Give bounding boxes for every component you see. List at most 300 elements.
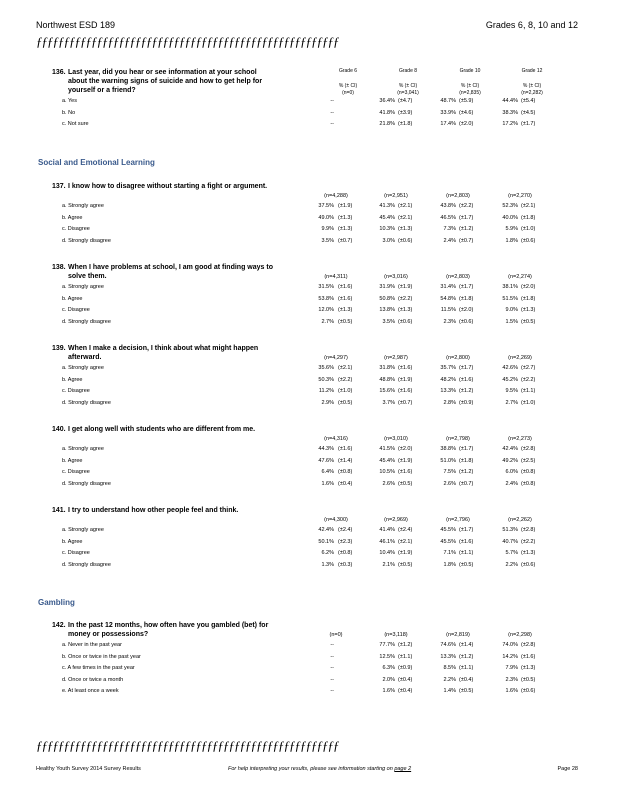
confidence-interval: (±1.1) [521, 388, 536, 394]
confidence-interval: (±2.5) [521, 457, 536, 464]
confidence-interval: (±1.7) [521, 121, 536, 127]
table-row [0, 109, 618, 119]
percent-value: 6.2% [321, 550, 334, 556]
percent-value: 2.7% [321, 318, 334, 325]
confidence-interval: (±1.6) [338, 284, 353, 290]
confidence-interval: (±0.7) [398, 399, 413, 406]
confidence-interval: (±2.2) [398, 295, 413, 302]
confidence-interval: (±2.4) [338, 527, 353, 533]
percent-value: 38.8% [440, 446, 456, 452]
percent-value: 50.1% [318, 538, 334, 545]
percent-value: 11.2% [318, 388, 334, 394]
confidence-interval: (±1.0) [521, 226, 536, 232]
percent-value: 54.8% [440, 295, 456, 302]
confidence-interval: (±1.7) [459, 446, 474, 452]
confidence-interval: (±1.2) [459, 388, 474, 394]
confidence-interval: (±1.6) [398, 388, 413, 394]
percent-value: 2.9% [321, 399, 334, 406]
confidence-interval: (±1.3) [338, 226, 353, 232]
response-label: c. Not sure [62, 121, 89, 127]
table-row [0, 387, 618, 397]
col-grade: Grade 12 [521, 68, 543, 74]
percent-value: 36.4% [379, 98, 395, 104]
percent-value: 46.5% [440, 214, 456, 221]
percent-value: 41.8% [379, 109, 395, 116]
percent-value: 1.8% [505, 237, 518, 244]
response-label: b. Agree [62, 538, 83, 545]
table-row [0, 97, 618, 107]
percent-value: 41.3% [379, 203, 395, 209]
confidence-interval: (±1.6) [398, 365, 413, 371]
confidence-interval: (±2.0) [459, 307, 474, 313]
percent-value: 2.0% [382, 676, 395, 683]
confidence-interval: (±1.3) [398, 307, 413, 313]
sample-size: (n=2,803) [446, 193, 470, 199]
confidence-interval: (±5.4) [521, 98, 536, 104]
question-136 [52, 68, 277, 95]
table-row [0, 376, 618, 386]
percent-value: 9.9% [321, 226, 334, 232]
percent-value: -- [330, 676, 334, 683]
confidence-interval: (±0.6) [459, 318, 474, 325]
confidence-interval: (±1.6) [459, 376, 474, 383]
percent-value: 7.5% [443, 469, 456, 475]
confidence-interval: (±1.0) [521, 399, 536, 406]
header-region: Northwest ESD 189 [36, 20, 116, 30]
confidence-interval: (±1.3) [338, 214, 353, 221]
sample-size-row [0, 274, 618, 282]
response-label: d. Once or twice a month [62, 676, 124, 683]
table-row [0, 364, 618, 374]
sample-size: (n=2,298) [508, 632, 532, 638]
confidence-interval: (±4.7) [398, 98, 413, 104]
confidence-interval: (±1.9) [398, 550, 413, 556]
percent-value: 44.4% [502, 98, 518, 104]
percent-value: 51.0% [440, 457, 456, 464]
percent-value: 12.0% [318, 307, 334, 313]
percent-value: 53.8% [318, 295, 334, 302]
table-row [0, 445, 618, 455]
footer-page-link[interactable]: page 2 [394, 766, 412, 772]
confidence-interval: (±1.3) [398, 226, 413, 232]
question-140 [52, 425, 277, 434]
response-label: b. Agree [62, 457, 83, 464]
sample-size: (n=4,311) [324, 274, 348, 280]
confidence-interval: (±0.4) [398, 688, 413, 694]
confidence-interval: (±0.4) [459, 676, 474, 683]
percent-value: 35.7% [440, 365, 456, 371]
response-label: c. Disagree [62, 469, 90, 475]
confidence-interval: (±1.2) [459, 469, 474, 475]
percent-value: -- [330, 98, 334, 104]
confidence-interval: (±1.3) [521, 665, 536, 671]
percent-value: -- [330, 642, 334, 648]
col-header-grade10 [440, 68, 500, 97]
response-label: d. Strongly disagree [62, 399, 111, 406]
response-label: a. Strongly agree [62, 527, 104, 533]
top-decorative-rule: ƒƒƒƒƒƒƒƒƒƒƒƒƒƒƒƒƒƒƒƒƒƒƒƒƒƒƒƒƒƒƒƒƒƒƒƒƒƒƒƒƒƒƒƒƒƒƒƒƒƒƒƒƒƒƒ [36, 34, 339, 49]
table-row [0, 538, 618, 548]
table-row [0, 664, 618, 674]
percent-value: 3.5% [382, 318, 395, 325]
confidence-interval: (±0.8) [338, 550, 353, 556]
confidence-interval: (±0.5) [459, 561, 474, 568]
percent-value: 45.5% [440, 538, 456, 545]
response-label: c. A few times in the past year [62, 665, 135, 671]
sample-size: (n=3,010) [384, 436, 408, 442]
confidence-interval: (±0.7) [338, 237, 353, 244]
table-row [0, 318, 618, 328]
percent-value: 2.6% [382, 480, 395, 487]
sample-size: (n=2,969) [384, 517, 408, 523]
sample-size-row [0, 436, 618, 444]
col-header-grade8 [378, 68, 438, 97]
sample-size: (n=2,951) [384, 193, 408, 199]
confidence-interval: (±4.5) [521, 109, 536, 116]
table-row [0, 561, 618, 571]
confidence-interval: (±1.9) [398, 284, 413, 290]
question-text: I know how to disagree without starting a fight or argument. [68, 183, 268, 190]
response-label: b. Agree [62, 376, 83, 383]
sample-size: (n=2,819) [446, 632, 470, 638]
percent-value: 17.4% [440, 121, 456, 127]
confidence-interval: (±0.5) [398, 480, 413, 487]
percent-value: 42.4% [318, 527, 334, 533]
confidence-interval: (±4.6) [459, 109, 474, 116]
question-text: When I have problems at school, I am good at finding ways to solve them. [68, 264, 273, 280]
sample-size: (n=4,288) [324, 193, 348, 199]
confidence-interval: (±1.4) [459, 642, 474, 648]
percent-value: 41.4% [379, 527, 395, 533]
confidence-interval: (±0.5) [338, 399, 353, 406]
percent-value: 51.3% [502, 527, 518, 533]
percent-value: 2.2% [443, 676, 456, 683]
col-n: (n=2,835) [459, 90, 481, 96]
sample-size: (n=0) [329, 632, 343, 638]
confidence-interval: (±1.9) [338, 203, 353, 209]
percent-value: 12.5% [379, 653, 395, 660]
percent-value: 42.4% [502, 446, 518, 452]
confidence-interval: (±1.3) [338, 307, 353, 313]
confidence-interval: (±1.6) [521, 653, 536, 660]
percent-value: 21.8% [379, 121, 395, 127]
percent-value: 1.3% [321, 561, 334, 568]
confidence-interval: (±0.7) [459, 480, 474, 487]
response-label: a. Strongly agree [62, 365, 104, 371]
table-row [0, 295, 618, 305]
confidence-interval: (±1.1) [398, 653, 413, 660]
question-number: 141. [52, 507, 66, 514]
percent-value: 2.2% [505, 561, 518, 568]
table-row [0, 202, 618, 212]
percent-value: 10.4% [379, 550, 395, 556]
table-row [0, 526, 618, 536]
percent-value: 10.3% [379, 226, 395, 232]
sample-size: (n=4,316) [324, 436, 348, 442]
percent-value: 31.9% [379, 284, 395, 290]
confidence-interval: (±2.3) [338, 538, 353, 545]
percent-value: 50.3% [318, 376, 334, 383]
percent-value: 5.9% [505, 226, 518, 232]
confidence-interval: (±0.4) [338, 480, 353, 487]
confidence-interval: (±0.8) [521, 480, 536, 487]
confidence-interval: (±1.9) [398, 457, 413, 464]
confidence-interval: (±2.2) [459, 203, 474, 209]
confidence-interval: (±0.6) [521, 237, 536, 244]
sample-size-row [0, 193, 618, 201]
sample-size: (n=3,118) [384, 632, 408, 638]
response-label: b. Agree [62, 295, 83, 302]
response-label: c. Disagree [62, 307, 90, 313]
col-unit: % (± CI) [338, 83, 358, 89]
sample-size-row [0, 632, 618, 640]
confidence-interval: (±1.8) [521, 214, 536, 221]
confidence-interval: (±2.2) [521, 376, 536, 383]
confidence-interval: (±1.1) [459, 665, 474, 671]
confidence-interval: (±0.4) [398, 676, 413, 683]
percent-value: 15.6% [379, 388, 395, 394]
col-n: (n=0) [342, 90, 354, 96]
confidence-interval: (±2.1) [398, 214, 413, 221]
confidence-interval: (±2.0) [398, 446, 413, 452]
confidence-interval: (±1.2) [398, 642, 413, 648]
percent-value: 45.5% [440, 527, 456, 533]
question-number: 139. [52, 345, 66, 352]
sample-size: (n=2,803) [446, 274, 470, 280]
confidence-interval: (±0.6) [398, 237, 413, 244]
confidence-interval: (±0.5) [338, 318, 353, 325]
percent-value: 46.1% [379, 538, 395, 545]
table-row [0, 214, 618, 224]
percent-value: -- [330, 121, 334, 127]
confidence-interval: (±1.2) [459, 226, 474, 232]
percent-value: 3.0% [382, 237, 395, 244]
confidence-interval: (±0.6) [521, 688, 536, 694]
percent-value: 31.4% [440, 284, 456, 290]
percent-value: 13.8% [379, 307, 395, 313]
confidence-interval: (±1.2) [459, 653, 474, 660]
sample-size: (n=2,798) [446, 436, 470, 442]
confidence-interval: (±0.5) [521, 676, 536, 683]
table-row [0, 549, 618, 559]
percent-value: 44.3% [318, 446, 334, 452]
percent-value: 7.9% [505, 665, 518, 671]
confidence-interval: (±1.8) [521, 295, 536, 302]
percent-value: 2.6% [443, 480, 456, 487]
percent-value: 48.2% [440, 376, 456, 383]
sample-size: (n=2,987) [384, 355, 408, 361]
col-header-grade12 [502, 68, 562, 97]
percent-value: 47.6% [318, 457, 334, 464]
percent-value: 45.2% [502, 376, 518, 383]
percent-value: 11.5% [440, 307, 456, 313]
percent-value: 41.5% [379, 446, 395, 452]
table-row [0, 306, 618, 316]
confidence-interval: (±2.8) [521, 446, 536, 452]
question-number: 142. [52, 622, 66, 629]
confidence-interval: (±2.1) [338, 365, 353, 371]
percent-value: 8.5% [443, 665, 456, 671]
percent-value: 1.8% [443, 561, 456, 568]
percent-value: 3.7% [382, 399, 395, 406]
confidence-interval: (±1.3) [521, 550, 536, 556]
percent-value: -- [330, 688, 334, 694]
confidence-interval: (±1.4) [338, 457, 353, 464]
percent-value: 6.0% [505, 469, 518, 475]
percent-value: 3.5% [321, 237, 334, 244]
table-row [0, 653, 618, 663]
percent-value: 2.8% [443, 399, 456, 406]
footer-help-text: For help interpreting your results, please see information starting on [228, 766, 393, 772]
confidence-interval: (±2.4) [398, 527, 413, 533]
confidence-interval: (±1.7) [459, 527, 474, 533]
sample-size: (n=4,300) [324, 517, 348, 523]
question-text: When I make a decision, I think about what might happen afterward. [68, 345, 259, 361]
response-label: a. Strongly agree [62, 284, 104, 290]
table-row [0, 468, 618, 478]
confidence-interval: (±2.2) [521, 538, 536, 545]
confidence-interval: (±2.0) [521, 284, 536, 290]
percent-value: 1.4% [443, 688, 456, 694]
footer-survey-title: Healthy Youth Survey 2014 Survey Results [36, 766, 141, 772]
response-label: d. Strongly disagree [62, 237, 111, 244]
confidence-interval: (±1.8) [459, 295, 474, 302]
confidence-interval: (±0.8) [338, 469, 353, 475]
table-row [0, 687, 618, 697]
table-row [0, 399, 618, 409]
percent-value: 74.6% [440, 642, 456, 648]
question-number: 137. [52, 183, 66, 190]
percent-value: 77.7% [379, 642, 395, 648]
confidence-interval: (±0.9) [398, 665, 413, 671]
percent-value: 50.8% [379, 295, 395, 302]
col-unit: % (± CI) [460, 83, 480, 89]
percent-value: 1.5% [505, 318, 518, 325]
confidence-interval: (±1.7) [459, 365, 474, 371]
response-label: a. Never in the past year [62, 642, 122, 648]
table-row [0, 225, 618, 235]
percent-value: 40.7% [502, 538, 518, 545]
percent-value: 2.3% [443, 318, 456, 325]
table-row [0, 641, 618, 651]
response-label: b. No [62, 109, 76, 116]
confidence-interval: (±1.9) [398, 376, 413, 383]
bottom-decorative-rule: ƒƒƒƒƒƒƒƒƒƒƒƒƒƒƒƒƒƒƒƒƒƒƒƒƒƒƒƒƒƒƒƒƒƒƒƒƒƒƒƒƒƒƒƒƒƒƒƒƒƒƒƒƒƒƒ [36, 738, 339, 753]
footer-help-note [228, 766, 411, 772]
response-label: c. Disagree [62, 388, 90, 394]
percent-value: 14.2% [502, 653, 518, 660]
response-label: a. Yes [62, 98, 77, 104]
confidence-interval: (±0.9) [459, 399, 474, 406]
percent-value: 49.2% [502, 457, 518, 464]
col-n: (n=3,041) [397, 90, 419, 96]
response-label: c. Disagree [62, 226, 90, 232]
percent-value: 1.6% [321, 480, 334, 487]
percent-value: 13.3% [440, 388, 456, 394]
confidence-interval: (±2.8) [521, 527, 536, 533]
confidence-interval: (±0.5) [521, 318, 536, 325]
percent-value: 31.8% [379, 365, 395, 371]
percent-value: 10.5% [379, 469, 395, 475]
confidence-interval: (±1.7) [459, 284, 474, 290]
sample-size-row [0, 517, 618, 525]
col-unit: % (± CI) [522, 83, 542, 89]
percent-value: 45.4% [379, 214, 395, 221]
confidence-interval: (±0.6) [521, 561, 536, 568]
percent-value: 7.3% [443, 226, 456, 232]
percent-value: 31.5% [318, 284, 334, 290]
question-text: I get along well with students who are different from me. [68, 426, 256, 433]
confidence-interval: (±1.1) [459, 550, 474, 556]
confidence-interval: (±2.2) [338, 376, 353, 383]
percent-value: 49.0% [318, 214, 334, 221]
confidence-interval: (±1.6) [338, 446, 353, 452]
response-label: c. Disagree [62, 550, 90, 556]
col-unit: % (± CI) [398, 83, 418, 89]
percent-value: 48.7% [440, 98, 456, 104]
sample-size: (n=2,270) [508, 193, 532, 199]
confidence-interval: (±5.9) [459, 98, 474, 104]
percent-value: 5.7% [505, 550, 518, 556]
percent-value: 42.6% [502, 365, 518, 371]
confidence-interval: (±3.9) [398, 109, 413, 116]
table-row [0, 283, 618, 293]
section-title-social-emotional: Social and Emotional Learning [38, 158, 155, 167]
percent-value: 33.9% [440, 109, 456, 116]
percent-value: 38.1% [502, 284, 518, 290]
percent-value: 35.6% [318, 365, 334, 371]
sample-size: (n=2,262) [508, 517, 532, 523]
percent-value: 48.8% [379, 376, 395, 383]
response-label: a. Strongly agree [62, 203, 104, 209]
col-n: (n=2,282) [521, 90, 543, 96]
question-number: 138. [52, 264, 66, 271]
response-label: d. Strongly disagree [62, 561, 111, 568]
question-text: In the past 12 months, how often have you gambled (bet) for money or possessions? [68, 622, 269, 638]
confidence-interval: (±1.6) [398, 469, 413, 475]
confidence-interval: (±1.3) [521, 307, 536, 313]
percent-value: -- [330, 653, 334, 660]
percent-value: 6.3% [382, 665, 395, 671]
table-row [0, 237, 618, 247]
confidence-interval: (±2.8) [521, 642, 536, 648]
question-text: I try to understand how other people feel and think. [68, 507, 239, 514]
percent-value: 1.6% [505, 688, 518, 694]
question-141 [52, 506, 277, 515]
question-number: 136. [52, 69, 66, 76]
sample-size: (n=4,297) [324, 355, 348, 361]
col-header-grade6 [318, 68, 378, 97]
confidence-interval: (±0.5) [398, 561, 413, 568]
percent-value: 45.4% [379, 457, 395, 464]
confidence-interval: (±0.3) [338, 561, 353, 568]
question-text: Last year, did you hear or see information at your school about the warning signs of suicide and how to get help for yourself or a friend? [68, 69, 263, 94]
percent-value: 2.1% [382, 561, 395, 568]
sample-size-row [0, 355, 618, 363]
confidence-interval: (±1.8) [398, 121, 413, 127]
footer-page-number: Page 28 [557, 766, 578, 772]
header-grades: Grades 6, 8, 10 and 12 [485, 20, 578, 30]
percent-value: 37.5% [318, 203, 334, 209]
table-row [0, 120, 618, 130]
confidence-interval: (±1.6) [338, 295, 353, 302]
col-grade: Grade 8 [398, 68, 418, 74]
percent-value: 52.3% [502, 203, 518, 209]
percent-value: 40.0% [502, 214, 518, 221]
percent-value: 6.4% [321, 469, 334, 475]
confidence-interval: (±1.8) [459, 457, 474, 464]
percent-value: 13.3% [440, 653, 456, 660]
